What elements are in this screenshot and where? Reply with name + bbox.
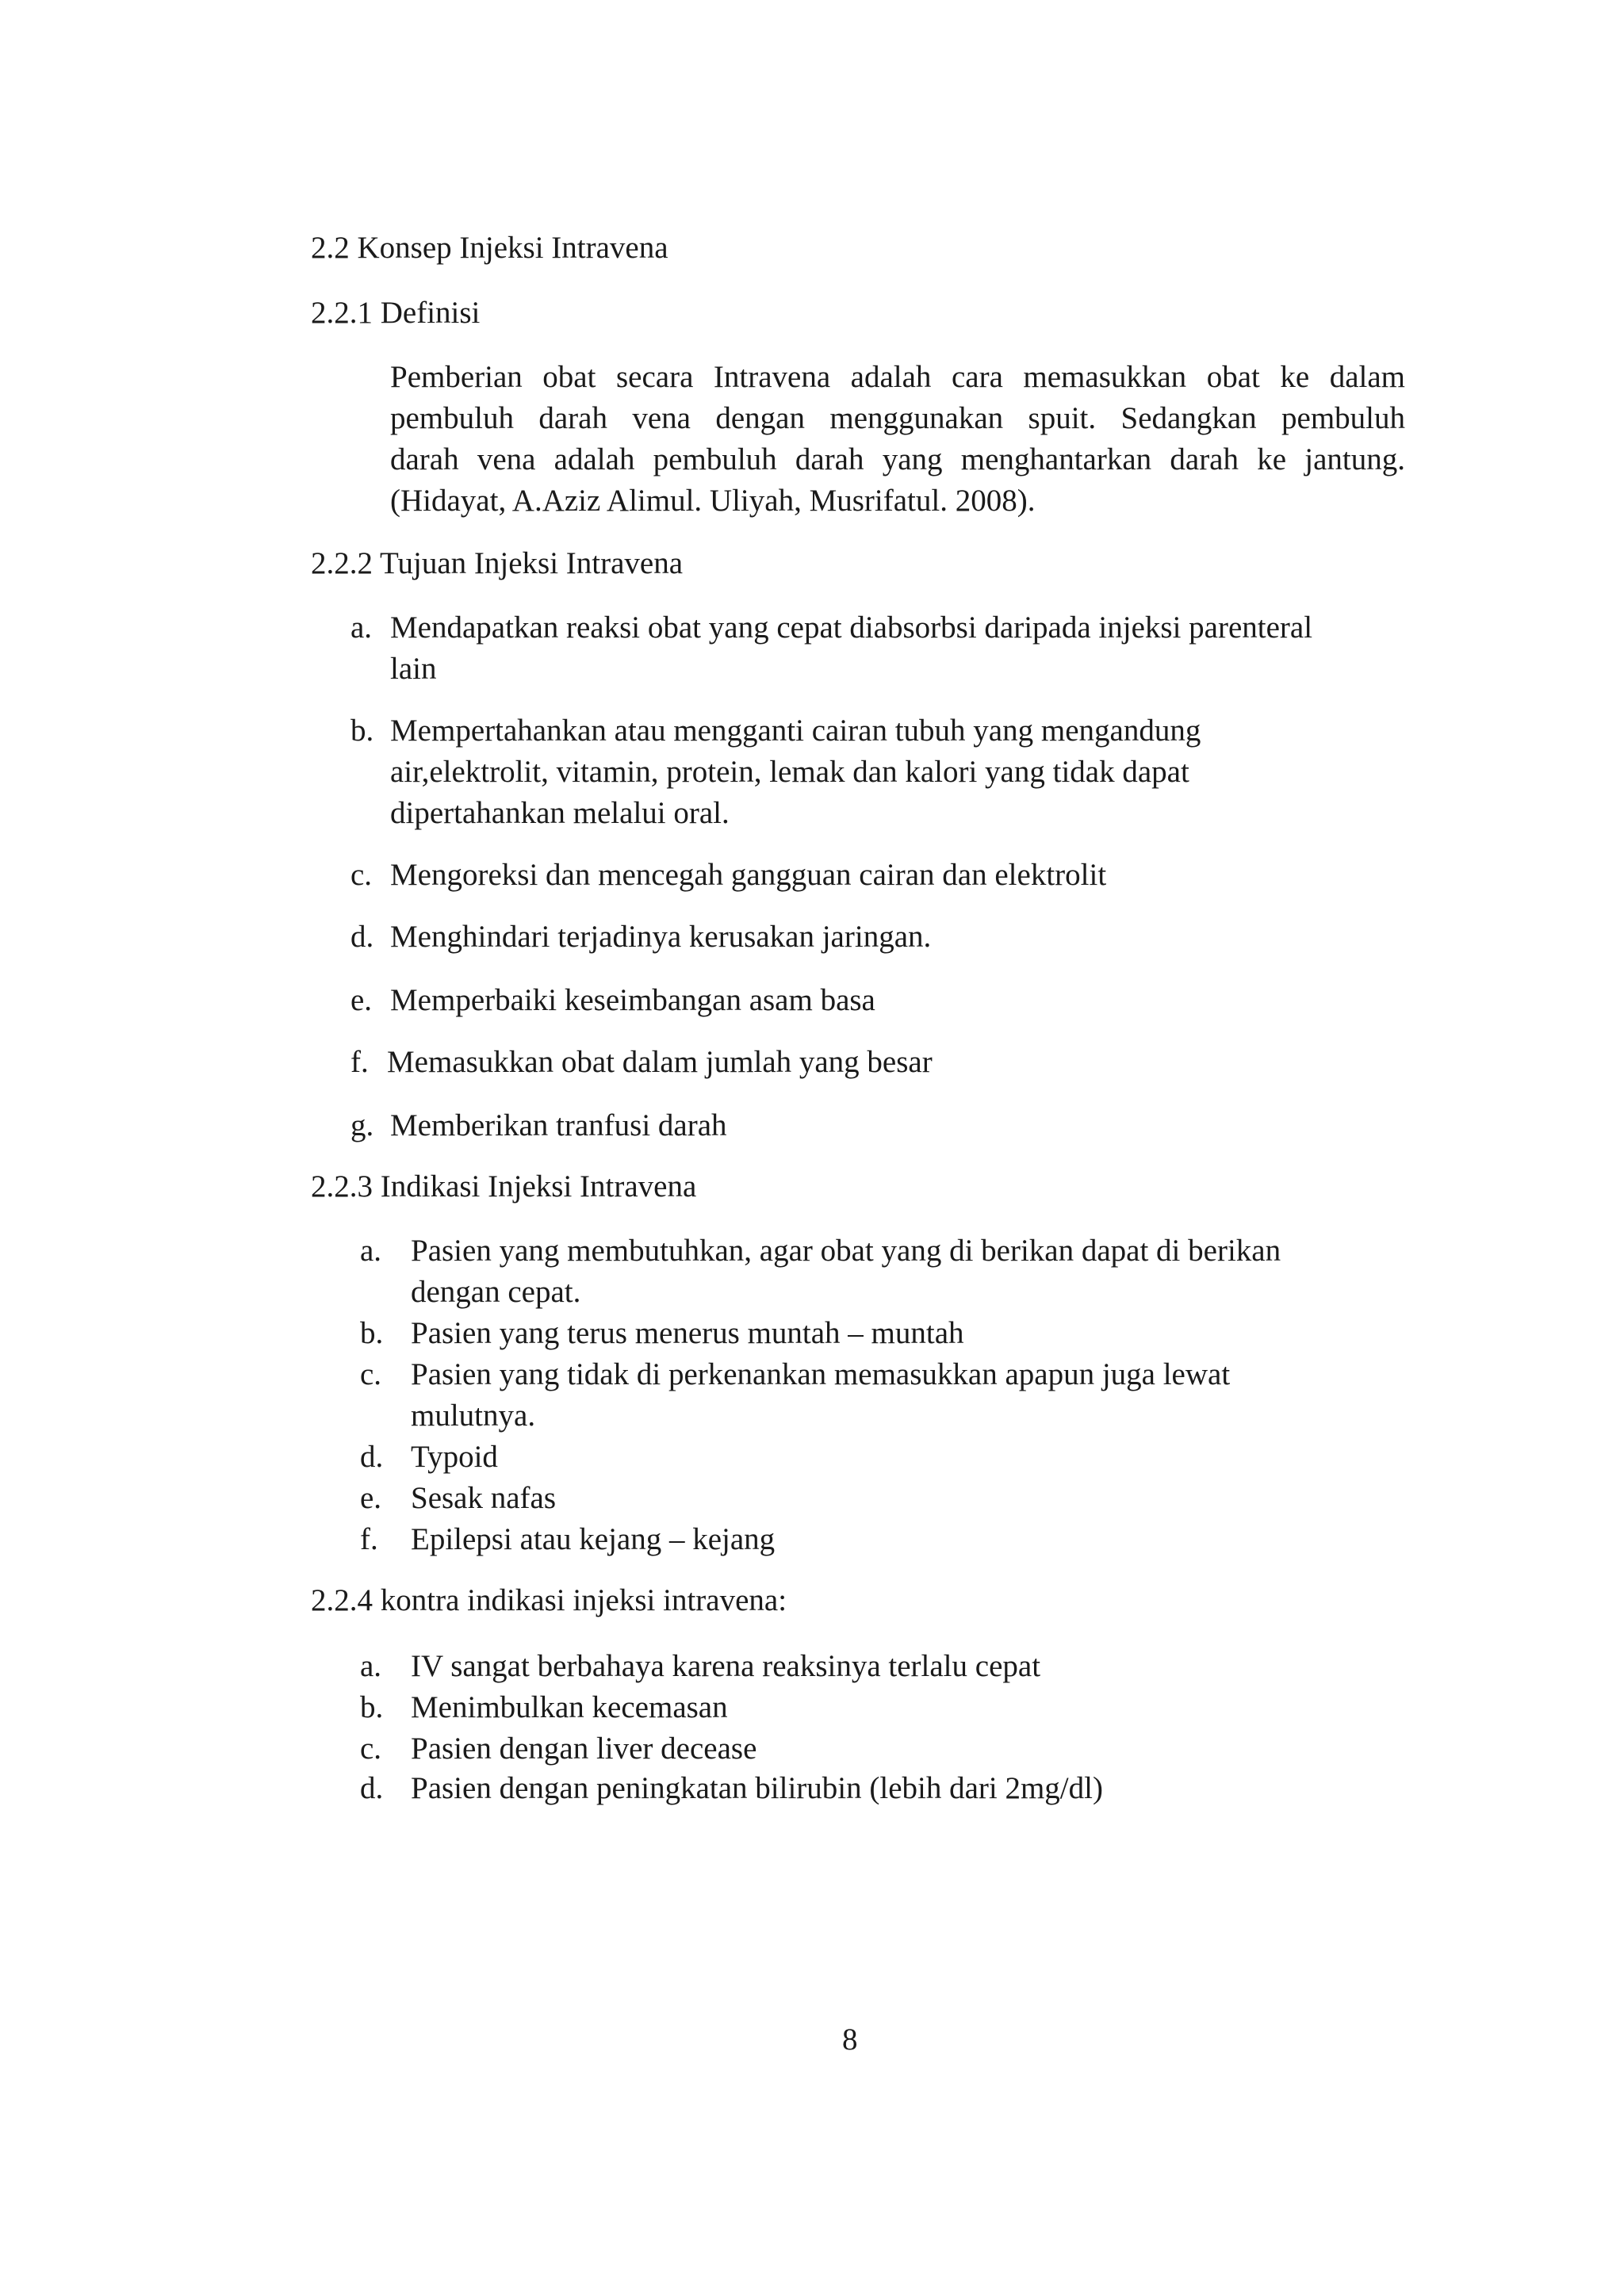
indication-heading: 2.2.3 Indikasi Injeksi Intravena — [311, 1169, 697, 1203]
list-item-label: a. — [350, 610, 373, 645]
list-item-line: Sesak nafas — [411, 1481, 557, 1515]
list-item-label: f. — [350, 1045, 369, 1079]
list-item-line: Pasien dengan peningkatan bilirubin (lebih dari 2mg/dl) — [411, 1771, 1103, 1805]
list-item-label: e. — [350, 983, 373, 1017]
list-item-line: Menimbulkan kecemasan — [411, 1690, 728, 1724]
list-item-label: c. — [350, 858, 373, 892]
list-item-label: f. — [360, 1522, 378, 1556]
list-item-line: Mengoreksi dan mencegah gangguan cairan dan elektrolit — [390, 858, 1107, 892]
list-item-line: Mendapatkan reaksi obat yang cepat diabsorbsi daripada injeksi parenteral — [390, 610, 1313, 645]
list-item-label: b. — [360, 1316, 384, 1350]
definition-line: Pemberian obat secara Intravena adalah cara memasukkan obat ke dalam — [390, 360, 1405, 394]
list-item-line: Mempertahankan atau mengganti cairan tubuh yang mengandung — [390, 714, 1201, 748]
list-item-label: d. — [360, 1440, 384, 1474]
list-item-label: c. — [360, 1732, 382, 1766]
list-item-line: Pasien yang membutuhkan, agar obat yang di berikan dapat di berikan — [411, 1234, 1281, 1268]
definition-paragraph — [390, 357, 1405, 522]
definition-line: pembuluh darah vena dengan menggunakan spuit. Sedangkan pembuluh — [390, 401, 1405, 435]
definition-line: (Hidayat, A.Aziz Alimul. Uliyah, Musrifatul. 2008). — [390, 484, 1036, 518]
list-item-line: Pasien dengan liver decease — [411, 1732, 757, 1766]
purpose-heading: 2.2.2 Tujuan Injeksi Intravena — [311, 546, 684, 580]
page-number: 8 — [842, 2022, 858, 2057]
list-item-line: Pasien yang tidak di perkenankan memasukkan apapun juga lewat — [411, 1357, 1231, 1391]
list-item-line: IV sangat berbahaya karena reaksinya terlalu cepat — [411, 1649, 1041, 1683]
list-item-line: dipertahankan melalui oral. — [390, 796, 730, 830]
definition-line: darah vena adalah pembuluh darah yang menghantarkan darah ke jantung. — [390, 442, 1405, 476]
list-item-line: Pasien yang terus menerus muntah – muntah — [411, 1316, 964, 1350]
list-item-label: d. — [350, 920, 374, 954]
list-item-line: mulutnya. — [411, 1399, 536, 1433]
contraindication-heading: 2.2.4 kontra indikasi injeksi intravena: — [311, 1583, 787, 1617]
list-item-line: Typoid — [411, 1440, 498, 1474]
list-item-line: air,elektrolit, vitamin, protein, lemak dan kalori yang tidak dapat — [390, 755, 1189, 789]
list-item-line: dengan cepat. — [411, 1275, 581, 1309]
list-item-line: Memberikan tranfusi darah — [390, 1108, 727, 1142]
list-item-label: e. — [360, 1481, 382, 1515]
list-item-label: g. — [350, 1108, 374, 1142]
section-heading: 2.2 Konsep Injeksi Intravena — [311, 231, 668, 265]
list-item-line: Memperbaiki keseimbangan asam basa — [390, 983, 875, 1017]
list-item-line: lain — [390, 652, 437, 686]
list-item-line: Memasukkan obat dalam jumlah yang besar — [387, 1045, 933, 1079]
list-item-label: c. — [360, 1357, 382, 1391]
list-item-label: d. — [360, 1771, 384, 1805]
list-item-label: b. — [360, 1690, 384, 1724]
list-item-label: b. — [350, 714, 374, 748]
list-item-label: a. — [360, 1234, 382, 1268]
list-item-label: a. — [360, 1649, 382, 1683]
list-item-line: Menghindari terjadinya kerusakan jaringan. — [390, 920, 932, 954]
list-item-line: Epilepsi atau kejang – kejang — [411, 1522, 776, 1556]
definition-heading: 2.2.1 Definisi — [311, 296, 481, 330]
